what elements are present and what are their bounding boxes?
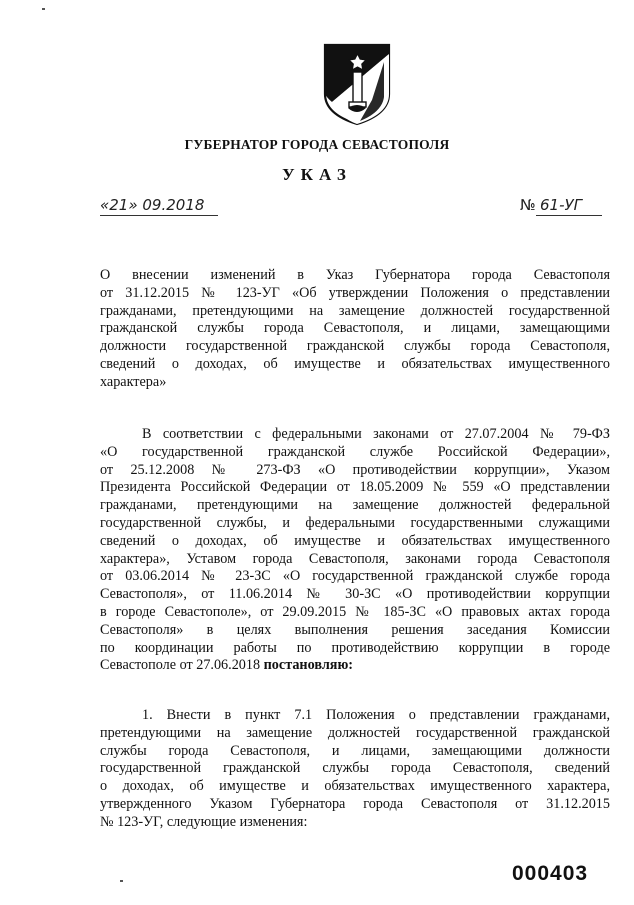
issuing-authority: ГУБЕРНАТОР ГОРОДА СЕВАСТОПОЛЯ (184, 137, 450, 152)
preamble-line: от 03.06.2014 № 23-ЗС «О государственной гражданской службе города (100, 568, 610, 585)
preamble (100, 426, 610, 675)
preamble-line: Президента Российской Федерации от 18.05.2009 № 559 «О представлении (100, 479, 610, 496)
document-subject (100, 267, 610, 392)
item-line: претендующими на замещение должностей государственной гражданской (100, 724, 610, 741)
preamble-final-text: Севастополе от 27.06.2018 (100, 657, 264, 674)
preamble-line: гражданами, претендующими на замещение должностей федеральной (100, 497, 610, 514)
item-line: 1. Внести в пункт 7.1 Положения о представлении гражданами, (142, 707, 610, 723)
subject-line: от 31.12.2015 № 123-УГ «Об утверждении Положения о представлении (100, 284, 610, 301)
preamble-line: сведений о доходах, об имуществе и обязательствах имущественного (100, 532, 610, 549)
serial-number: 000403 (512, 862, 589, 885)
date-underline (100, 215, 218, 216)
item-line: о доходах, об имуществе и обязательствах имущественного характера, (100, 778, 610, 795)
item-line: утвержденного Указом Губернатора города Севастополя от 31.12.2015 (100, 795, 610, 812)
preamble-final-line (100, 657, 610, 675)
preamble-line: Севастополя», от 11.06.2014 № 30-ЗС «О противодействии коррупции (100, 586, 610, 603)
number-underline (536, 215, 602, 216)
preamble-line: характера», Уставом города Севастополя, законами города Севастополя (100, 550, 610, 567)
item-line: государственной гражданской службы города Севастополя, сведений (100, 760, 610, 777)
item-1 (100, 707, 610, 832)
item-line: службы города Севастополя, и лицами, замещающими должности (100, 742, 610, 759)
preamble-line: В соответствии с федеральными законами от 27.07.2004 № 79-ФЗ (142, 426, 610, 442)
preamble-line: в городе Севастополе», от 29.09.2015 № 185-ЗС «О правовых актах города (100, 603, 610, 620)
preamble-line: от 25.12.2008 № 273-ФЗ «О противодействии коррупции», Указом (100, 461, 610, 478)
subject-line: характера» (100, 373, 167, 390)
document-number: 61-УГ (540, 196, 582, 214)
subject-line: гражданской службы города Севастополя, и лицами, замещающими (100, 320, 610, 337)
document-type: УКАЗ (282, 165, 352, 184)
scan-speck (42, 8, 45, 10)
item-line: № 123-УГ, следующие изменения: (100, 813, 308, 830)
preamble-line: Севастополя» в целях выполнения решения заседания Комиссии (100, 621, 610, 638)
subject-line: О внесении изменений в Указ Губернатора города Севастополя (100, 267, 610, 283)
coat-of-arms-icon (322, 42, 392, 126)
preamble-line: по координации работы по противодействию коррупции в городе (100, 639, 610, 656)
scan-speck (120, 880, 123, 882)
subject-line: должности государственной гражданской службы города Севастополя, (100, 338, 610, 355)
subject-line: сведений о доходах, об имуществе и обязательствах имущественного (100, 355, 610, 372)
subject-line: гражданами, претендующими на замещение должностей государственной (100, 302, 610, 319)
preamble-line: «О государственной гражданской службе Российской Федерации», (100, 443, 610, 460)
number-prefix: № (520, 196, 536, 214)
document-date: «21» 09.2018 (100, 196, 205, 214)
preamble-line: государственной службы, и федеральными государственными служащими (100, 514, 610, 531)
resolution-word: постановляю: (263, 657, 354, 674)
